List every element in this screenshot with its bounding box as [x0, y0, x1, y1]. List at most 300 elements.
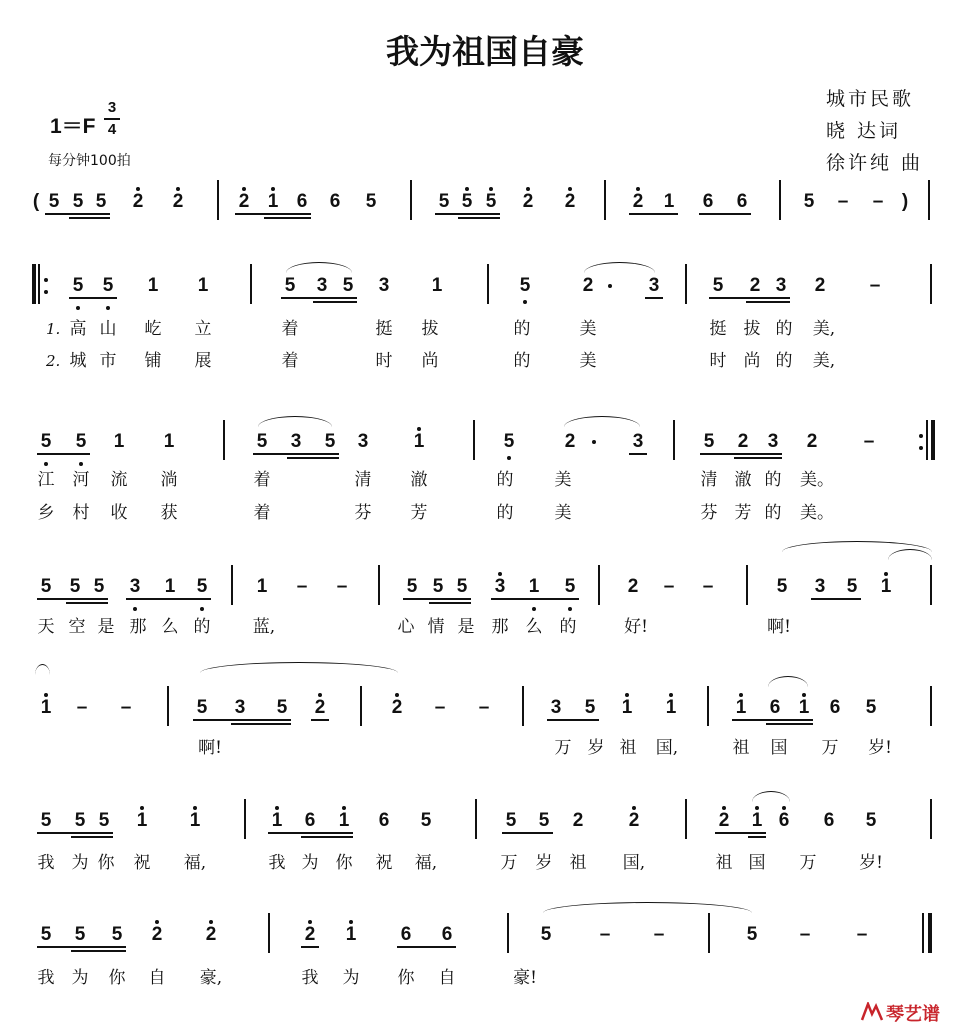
- jianpu-note: 2: [172, 191, 184, 212]
- lyric-char: 岁: [587, 738, 605, 758]
- lyric-char: 时: [375, 351, 393, 371]
- octave-high-dot: [176, 187, 180, 191]
- beam-underline: [268, 832, 353, 834]
- jianpu-note: 5: [456, 576, 468, 597]
- jianpu-note: 5: [485, 191, 497, 212]
- beam-underline: [301, 946, 319, 948]
- beam-underline: [732, 719, 813, 721]
- jianpu-note: 5: [74, 924, 86, 945]
- beam-underline: [71, 836, 113, 838]
- lyric-char: 岁!: [868, 738, 892, 758]
- bar-line: [244, 799, 246, 839]
- jianpu-note: 3: [814, 576, 826, 597]
- lyric-char: 挺: [709, 319, 727, 339]
- lyric-char: 乡: [37, 503, 55, 523]
- beam-underline: [766, 723, 813, 725]
- slur-tie: [35, 664, 50, 675]
- jianpu-note: 5: [196, 576, 208, 597]
- bar-line: [473, 420, 475, 460]
- jianpu-note: 1: [256, 576, 268, 597]
- octave-low-dot: [507, 456, 511, 460]
- jianpu-note: 5: [256, 431, 268, 452]
- slur-tie: [286, 262, 352, 273]
- beam-underline: [193, 719, 291, 721]
- bar-line: [487, 264, 489, 304]
- beam-underline: [734, 457, 782, 459]
- bar-line: [707, 686, 709, 726]
- close-paren: ): [901, 191, 909, 212]
- lyric-char: 为: [71, 968, 89, 988]
- jianpu-note: 3: [316, 275, 328, 296]
- lyric-char: 城: [69, 351, 87, 371]
- octave-high-dot: [782, 806, 786, 810]
- jianpu-note: 5: [438, 191, 450, 212]
- lyric-char: 国,: [655, 738, 679, 758]
- jianpu-note: 5: [72, 275, 84, 296]
- sustain-dash: –: [599, 924, 611, 945]
- repeat-start-thick: [32, 264, 36, 304]
- octave-high-dot: [318, 693, 322, 697]
- jianpu-note: 5: [519, 275, 531, 296]
- jianpu-note: 5: [540, 924, 552, 945]
- slur-tie: [768, 676, 808, 687]
- jianpu-note: 2: [806, 431, 818, 452]
- beam-underline: [629, 213, 678, 215]
- repeat-dot: [44, 290, 48, 294]
- octave-high-dot: [44, 693, 48, 697]
- beam-underline: [301, 836, 353, 838]
- lyric-char: 美: [554, 470, 572, 490]
- jianpu-note: 3: [550, 697, 562, 718]
- lyric-char: 山: [99, 319, 117, 339]
- jianpu-note: 5: [48, 191, 60, 212]
- bar-line: [673, 420, 675, 460]
- octave-high-dot: [636, 187, 640, 191]
- jianpu-note: 5: [865, 810, 877, 831]
- octave-high-dot: [755, 806, 759, 810]
- song-title: 我为祖国自豪: [386, 32, 584, 71]
- jianpu-note: 5: [75, 431, 87, 452]
- lyric-char: 为: [301, 853, 319, 873]
- time-signature-unit: 4: [107, 121, 117, 138]
- lyric-char: 我: [37, 853, 55, 873]
- lyric-char: 展: [194, 351, 212, 371]
- lyric-char: 万: [821, 738, 839, 758]
- qinyipu-logo-icon: [860, 1002, 884, 1022]
- bar-line: [522, 686, 524, 726]
- lyric-char: 美: [579, 319, 597, 339]
- repeat-end-thin: [926, 420, 928, 460]
- slur-tie: [564, 416, 640, 427]
- jianpu-note: 1: [189, 810, 201, 831]
- jianpu-note: 1: [751, 810, 763, 831]
- octave-high-dot: [155, 920, 159, 924]
- sustain-dash: –: [869, 275, 881, 296]
- final-bar-thin: [922, 913, 924, 953]
- beam-underline: [311, 719, 329, 721]
- jianpu-note: 5: [102, 275, 114, 296]
- lyric-char: 着: [253, 503, 271, 523]
- lyric-char: 豪!: [513, 968, 537, 988]
- final-bar-thick: [928, 913, 932, 953]
- jianpu-note: 6: [769, 697, 781, 718]
- octave-low-dot: [79, 462, 83, 466]
- beam-underline: [37, 946, 126, 948]
- sustain-dash: –: [702, 576, 714, 597]
- octave-high-dot: [632, 806, 636, 810]
- bar-line: [930, 264, 932, 304]
- lyric-char: 你: [335, 853, 353, 873]
- lyric-char: 自: [438, 968, 456, 988]
- lyric-char: 的: [513, 351, 531, 371]
- octave-high-dot: [349, 920, 353, 924]
- lyric-char: 澈: [410, 470, 428, 490]
- lyric-char: 着: [281, 319, 299, 339]
- octave-low-dot: [106, 306, 110, 310]
- jianpu-note: 2: [628, 810, 640, 831]
- beam-underline: [313, 301, 357, 303]
- octave-high-dot: [465, 187, 469, 191]
- lyric-char: 美,: [812, 351, 836, 371]
- lyric-char: 的: [513, 319, 531, 339]
- bar-line: [360, 686, 362, 726]
- lyric-char: 的: [775, 319, 793, 339]
- octave-low-dot: [568, 607, 572, 611]
- beam-underline: [397, 946, 456, 948]
- jianpu-note: 1: [665, 697, 677, 718]
- beam-underline: [235, 213, 311, 215]
- jianpu-note: 5: [712, 275, 724, 296]
- lyric-char: 情: [427, 617, 445, 637]
- octave-high-dot: [526, 187, 530, 191]
- beam-underline: [547, 719, 599, 721]
- octave-high-dot: [275, 806, 279, 810]
- open-paren: (: [32, 191, 40, 212]
- jianpu-note: 2: [205, 924, 217, 945]
- lyric-char: 祖: [732, 738, 750, 758]
- lyric-char: 的: [496, 470, 514, 490]
- octave-high-dot: [417, 427, 421, 431]
- sustain-dash: –: [799, 924, 811, 945]
- jianpu-note: 2: [737, 431, 749, 452]
- lyric-char: 你: [108, 968, 126, 988]
- lyric-char: 清: [700, 470, 718, 490]
- jianpu-note: 6: [829, 697, 841, 718]
- bar-line: [746, 565, 748, 605]
- lyric-char: 着: [253, 470, 271, 490]
- jianpu-note: 2: [564, 431, 576, 452]
- lyric-char: 福,: [183, 853, 207, 873]
- lyric-char: 我: [268, 853, 286, 873]
- jianpu-note: 5: [432, 576, 444, 597]
- repeat-dot: [919, 434, 923, 438]
- sustain-dash: –: [856, 924, 868, 945]
- octave-high-dot: [739, 693, 743, 697]
- lyric-char: 的: [764, 503, 782, 523]
- lyric-char: 豪,: [199, 968, 223, 988]
- time-signature-beats: 3: [107, 99, 117, 116]
- beam-underline: [231, 723, 291, 725]
- beam-underline: [45, 213, 110, 215]
- octave-high-dot: [498, 572, 502, 576]
- lyric-char: 芳: [410, 503, 428, 523]
- jianpu-note: 5: [342, 275, 354, 296]
- bar-line: [685, 264, 687, 304]
- octave-low-dot: [523, 300, 527, 304]
- lyric-char: 万: [799, 853, 817, 873]
- jianpu-note: 3: [290, 431, 302, 452]
- beam-underline: [66, 602, 108, 604]
- jianpu-note: 1: [431, 275, 443, 296]
- jianpu-note: 2: [718, 810, 730, 831]
- lyric-char: 那: [129, 617, 147, 637]
- jianpu-note: 5: [406, 576, 418, 597]
- octave-high-dot: [802, 693, 806, 697]
- octave-high-dot: [271, 187, 275, 191]
- jianpu-note: 5: [564, 576, 576, 597]
- lyric-char: 高: [69, 319, 87, 339]
- jianpu-note: 3: [494, 576, 506, 597]
- beam-underline: [435, 213, 500, 215]
- jianpu-note: 6: [823, 810, 835, 831]
- lyric-char: 尚: [743, 351, 761, 371]
- jianpu-note: 1: [271, 810, 283, 831]
- beam-underline: [37, 832, 113, 834]
- jianpu-note: 1: [880, 576, 892, 597]
- slur-tie: [584, 262, 655, 273]
- jianpu-note: 1: [147, 275, 159, 296]
- jianpu-note: 3: [129, 576, 141, 597]
- slur-tie: [543, 902, 752, 913]
- lyric-char: 是: [97, 617, 115, 637]
- lyric-char: 村: [72, 503, 90, 523]
- jianpu-note: 5: [776, 576, 788, 597]
- beam-underline: [699, 213, 751, 215]
- jianpu-note: 6: [702, 191, 714, 212]
- jianpu-note: 1: [267, 191, 279, 212]
- octave-high-dot: [395, 693, 399, 697]
- repeat-dot: [44, 278, 48, 282]
- bar-line: [250, 264, 252, 304]
- lyric-char: 铺: [144, 351, 162, 371]
- jianpu-note: 2: [582, 275, 594, 296]
- lyric-char: 为: [71, 853, 89, 873]
- jianpu-note: 5: [365, 191, 377, 212]
- credit-genre: 城市民歌: [826, 88, 915, 110]
- bar-line: [223, 420, 225, 460]
- bar-line: [930, 799, 932, 839]
- jianpu-note: 5: [95, 191, 107, 212]
- beam-underline: [715, 832, 766, 834]
- jianpu-note: 5: [276, 697, 288, 718]
- jianpu-note: 2: [151, 924, 163, 945]
- jianpu-note: 5: [74, 810, 86, 831]
- jianpu-note: 6: [378, 810, 390, 831]
- lyric-char: 国: [770, 738, 788, 758]
- lyric-char: 河: [72, 470, 90, 490]
- jianpu-note: 5: [98, 810, 110, 831]
- verse-number: 1.: [46, 320, 61, 338]
- octave-high-dot: [722, 806, 726, 810]
- jianpu-note: 1: [413, 431, 425, 452]
- bar-line: [475, 799, 477, 839]
- jianpu-note: 5: [324, 431, 336, 452]
- beam-underline: [71, 950, 126, 952]
- lyric-char: 好!: [624, 617, 648, 637]
- bar-line: [167, 686, 169, 726]
- octave-high-dot: [209, 920, 213, 924]
- lyric-char: 芳: [734, 503, 752, 523]
- lyric-char: 啊!: [767, 617, 791, 637]
- lyric-char: 尚: [421, 351, 439, 371]
- jianpu-note: 3: [632, 431, 644, 452]
- lyric-char: 为: [342, 968, 360, 988]
- key-signature: 1＝F: [50, 115, 96, 138]
- octave-high-dot: [136, 187, 140, 191]
- octave-high-dot: [489, 187, 493, 191]
- sustain-dash: –: [837, 191, 849, 212]
- sustain-dash: –: [663, 576, 675, 597]
- jianpu-note: 1: [40, 697, 52, 718]
- bar-line: [410, 180, 412, 220]
- bar-line: [507, 913, 509, 953]
- lyric-char: 拔: [421, 319, 439, 339]
- lyric-char: 岁!: [859, 853, 883, 873]
- lyric-char: 美: [579, 351, 597, 371]
- lyric-char: 挺: [375, 319, 393, 339]
- beam-underline: [491, 598, 579, 600]
- lyric-char: 祖: [569, 853, 587, 873]
- lyric-char: 立: [194, 319, 212, 339]
- lyric-char: 我: [301, 968, 319, 988]
- lyric-char: 的: [496, 503, 514, 523]
- jianpu-note: 5: [40, 924, 52, 945]
- beam-underline: [458, 217, 500, 219]
- lyric-char: 国: [748, 853, 766, 873]
- sustain-dash: –: [872, 191, 884, 212]
- lyric-char: 祝: [375, 853, 393, 873]
- jianpu-note: 1: [113, 431, 125, 452]
- jianpu-note: 5: [196, 697, 208, 718]
- sustain-dash: –: [478, 697, 490, 718]
- lyric-char: 么: [525, 617, 543, 637]
- jianpu-note: 1: [164, 576, 176, 597]
- bar-line: [685, 799, 687, 839]
- jianpu-note: 5: [538, 810, 550, 831]
- jianpu-note: 1: [798, 697, 810, 718]
- jianpu-note: 1: [345, 924, 357, 945]
- sustain-dash: –: [76, 697, 88, 718]
- jianpu-note: 6: [441, 924, 453, 945]
- octave-high-dot: [140, 806, 144, 810]
- slur-tie: [258, 416, 332, 427]
- jianpu-note: 2: [564, 191, 576, 212]
- jianpu-note: 5: [40, 431, 52, 452]
- jianpu-note: 5: [40, 576, 52, 597]
- jianpu-note: 2: [814, 275, 826, 296]
- jianpu-note: 1: [136, 810, 148, 831]
- slur-tie: [752, 791, 790, 802]
- time-signature-line: [104, 118, 120, 120]
- jianpu-note: 6: [329, 191, 341, 212]
- lyric-char: 蓝,: [252, 617, 276, 637]
- repeat-end-thick: [931, 420, 935, 460]
- lyric-char: 你: [97, 853, 115, 873]
- beam-underline: [429, 602, 471, 604]
- lyric-char: 空: [68, 617, 86, 637]
- jianpu-note: 5: [420, 810, 432, 831]
- octave-high-dot: [193, 806, 197, 810]
- jianpu-note: 1: [338, 810, 350, 831]
- lyric-char: 福,: [414, 853, 438, 873]
- beam-underline: [709, 297, 790, 299]
- octave-high-dot: [669, 693, 673, 697]
- lyric-char: 的: [775, 351, 793, 371]
- lyric-char: 天: [37, 617, 55, 637]
- jianpu-note: 1: [735, 697, 747, 718]
- lyric-char: 美。: [800, 503, 834, 523]
- jianpu-note: 5: [803, 191, 815, 212]
- beam-underline: [37, 453, 90, 455]
- beam-underline: [126, 598, 211, 600]
- jianpu-note: 2: [572, 810, 584, 831]
- jianpu-note: 1: [621, 697, 633, 718]
- lyric-char: 祖: [619, 738, 637, 758]
- lyric-char: 屹: [144, 319, 162, 339]
- jianpu-note: 2: [627, 576, 639, 597]
- tempo-marking: 每分钟100拍: [48, 153, 131, 169]
- jianpu-note: 5: [846, 576, 858, 597]
- beam-underline: [287, 457, 339, 459]
- lyric-char: 美,: [812, 319, 836, 339]
- jianpu-note: 5: [284, 275, 296, 296]
- beam-underline: [645, 297, 663, 299]
- bar-line: [268, 913, 270, 953]
- jianpu-note: 1: [197, 275, 209, 296]
- bar-line: [930, 565, 932, 605]
- lyric-char: 那: [491, 617, 509, 637]
- jianpu-note: 5: [93, 576, 105, 597]
- lyric-char: 获: [160, 503, 178, 523]
- sustain-dash: –: [653, 924, 665, 945]
- jianpu-note: 2: [632, 191, 644, 212]
- lyric-char: 我: [37, 968, 55, 988]
- octave-high-dot: [242, 187, 246, 191]
- jianpu-note: 2: [238, 191, 250, 212]
- bar-line: [217, 180, 219, 220]
- lyric-char: 流: [110, 470, 128, 490]
- jianpu-note: 5: [746, 924, 758, 945]
- octave-low-dot: [133, 607, 137, 611]
- jianpu-note: 2: [314, 697, 326, 718]
- lyric-char: 淌: [160, 470, 178, 490]
- jianpu-note: 5: [40, 810, 52, 831]
- lyric-char: 清: [354, 470, 372, 490]
- beam-underline: [69, 297, 117, 299]
- lyric-char: 万: [554, 738, 572, 758]
- lyric-char: 江: [37, 470, 55, 490]
- credit-composer: 徐许纯 曲: [826, 152, 924, 174]
- lyric-char: 澈: [734, 470, 752, 490]
- jianpu-note: 2: [304, 924, 316, 945]
- octave-high-dot: [308, 920, 312, 924]
- jianpu-note: 3: [234, 697, 246, 718]
- lyric-char: 时: [709, 351, 727, 371]
- bar-line: [928, 180, 930, 220]
- sustain-dash: –: [120, 697, 132, 718]
- lyric-char: 的: [559, 617, 577, 637]
- beam-underline: [264, 217, 311, 219]
